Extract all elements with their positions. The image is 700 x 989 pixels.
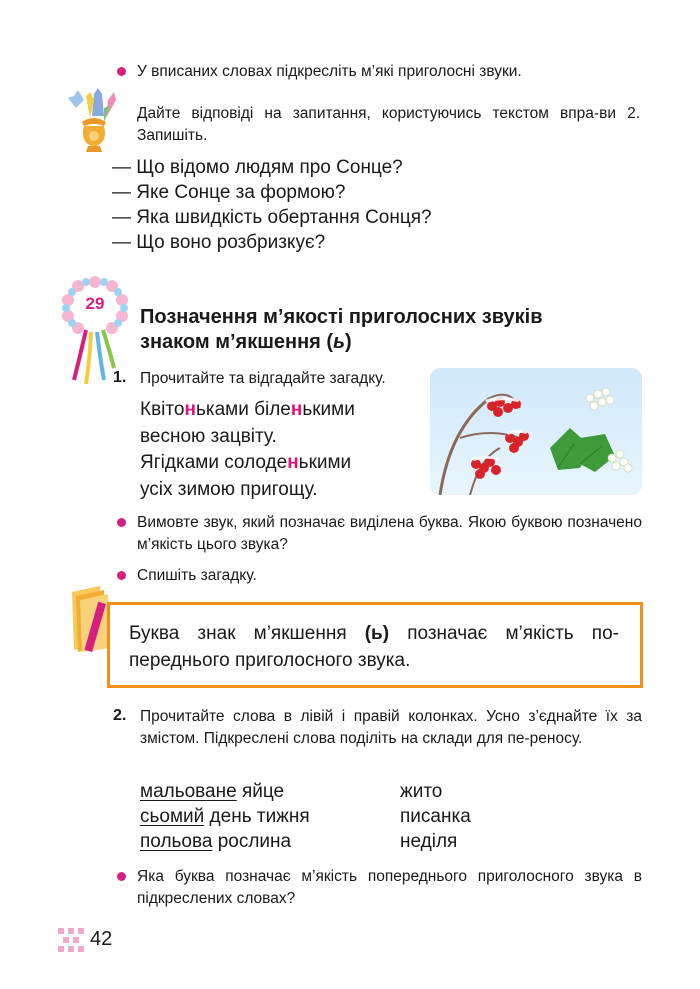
word-pair (140, 804, 310, 829)
riddle-text: ьками біле (195, 399, 291, 420)
word-pair (140, 829, 310, 854)
question-item: — Яке Сонце за формою? (112, 182, 346, 203)
bullet-dot (117, 518, 126, 527)
lesson-title (140, 305, 660, 355)
highlighted-letter: н (287, 452, 299, 473)
page-number: 42 (90, 928, 113, 950)
bullet-dot (117, 571, 126, 580)
ornament-icon (56, 926, 86, 954)
rule-box (107, 602, 643, 688)
rule-text-part: позначає м’якість по-переднього приголосного звука. (129, 623, 619, 671)
task-prompt: Дайте відповіді на запитання, користуючись текстом впра-ви 2. Запишіть. (137, 105, 640, 144)
lesson-number: 29 (85, 294, 105, 313)
word-column-left (140, 779, 310, 854)
riddle-text: ькими (302, 399, 355, 420)
riddle-text: Ягідками солоде (140, 452, 288, 473)
riddle-text: Квіто (140, 399, 185, 420)
bullet-dot (117, 872, 126, 881)
riddle-line: усіх зимою пригощу. (140, 478, 318, 500)
soft-sign-letter: ь (333, 331, 345, 353)
riddle-line (140, 450, 420, 477)
lesson-title-line2-text: знаком м’якшення ( (140, 331, 334, 353)
underlined-word: польова (140, 831, 213, 852)
lesson-title-line1: Позначення м’якості приголосних звуків (140, 306, 543, 328)
question-item: — Що відомо людям про Сонце? (112, 157, 403, 178)
exercise-1-instruction: Прочитайте та відгадайте загадку. (140, 370, 386, 387)
question-item: — Що воно розбризкує? (112, 232, 326, 253)
question-list (112, 155, 632, 255)
exercise-1-bullet-2: Спишіть загадку. (137, 567, 257, 584)
lesson-title-line2 (140, 330, 660, 355)
exercise-2-bullet: Яка буква позначає м’якість попереднього приголосного звука в підкреслених словах? (137, 868, 642, 907)
bullet-dot (117, 67, 126, 76)
exercise-1-number: 1. (113, 369, 127, 386)
word-item: неділя (400, 831, 458, 852)
riddle-line: весною зацвіту. (140, 425, 277, 447)
underlined-word: мальоване (140, 781, 237, 802)
word-column-right (400, 779, 471, 854)
riddle-line (140, 397, 420, 424)
intro-bullet-text: У вписаних словах підкресліть м’які приголосні звуки. (137, 63, 522, 80)
exercise-1-bullet-1: Вимовте звук, який позначає виділена буква. Якою буквою позначено м’якість цього звука? (137, 514, 642, 553)
highlighted-letter: н (290, 399, 303, 420)
word-item: писанка (400, 806, 471, 827)
word-pair (140, 779, 310, 804)
riddle (140, 397, 420, 503)
exercise-2-number: 2. (113, 707, 127, 724)
viburnum-illustration (430, 368, 642, 495)
flower-vase-icon (64, 86, 124, 156)
exercise-2-instruction: Прочитайте слова в лівій і правій колонках. Усно з’єднайте їх за змістом. Підкреслені слова поділіть на склади для пе-реносу. (140, 708, 642, 747)
word-rest: яйце (236, 781, 285, 802)
rule-text-part: Буква знак м’якшення (129, 623, 365, 644)
riddle-text: ькими (298, 452, 352, 473)
question-item: — Яка швидкість обертання Сонця? (112, 207, 432, 228)
rule-bold-part: (ь) (364, 623, 390, 644)
rule-text (129, 620, 619, 674)
word-rest: рослина (212, 831, 292, 852)
word-rest: день тижня (204, 806, 310, 827)
highlighted-letter: н (184, 399, 196, 420)
underlined-word: сьомий (140, 806, 205, 827)
lesson-title-line2-close: ) (344, 331, 352, 353)
word-item: жито (400, 781, 443, 802)
